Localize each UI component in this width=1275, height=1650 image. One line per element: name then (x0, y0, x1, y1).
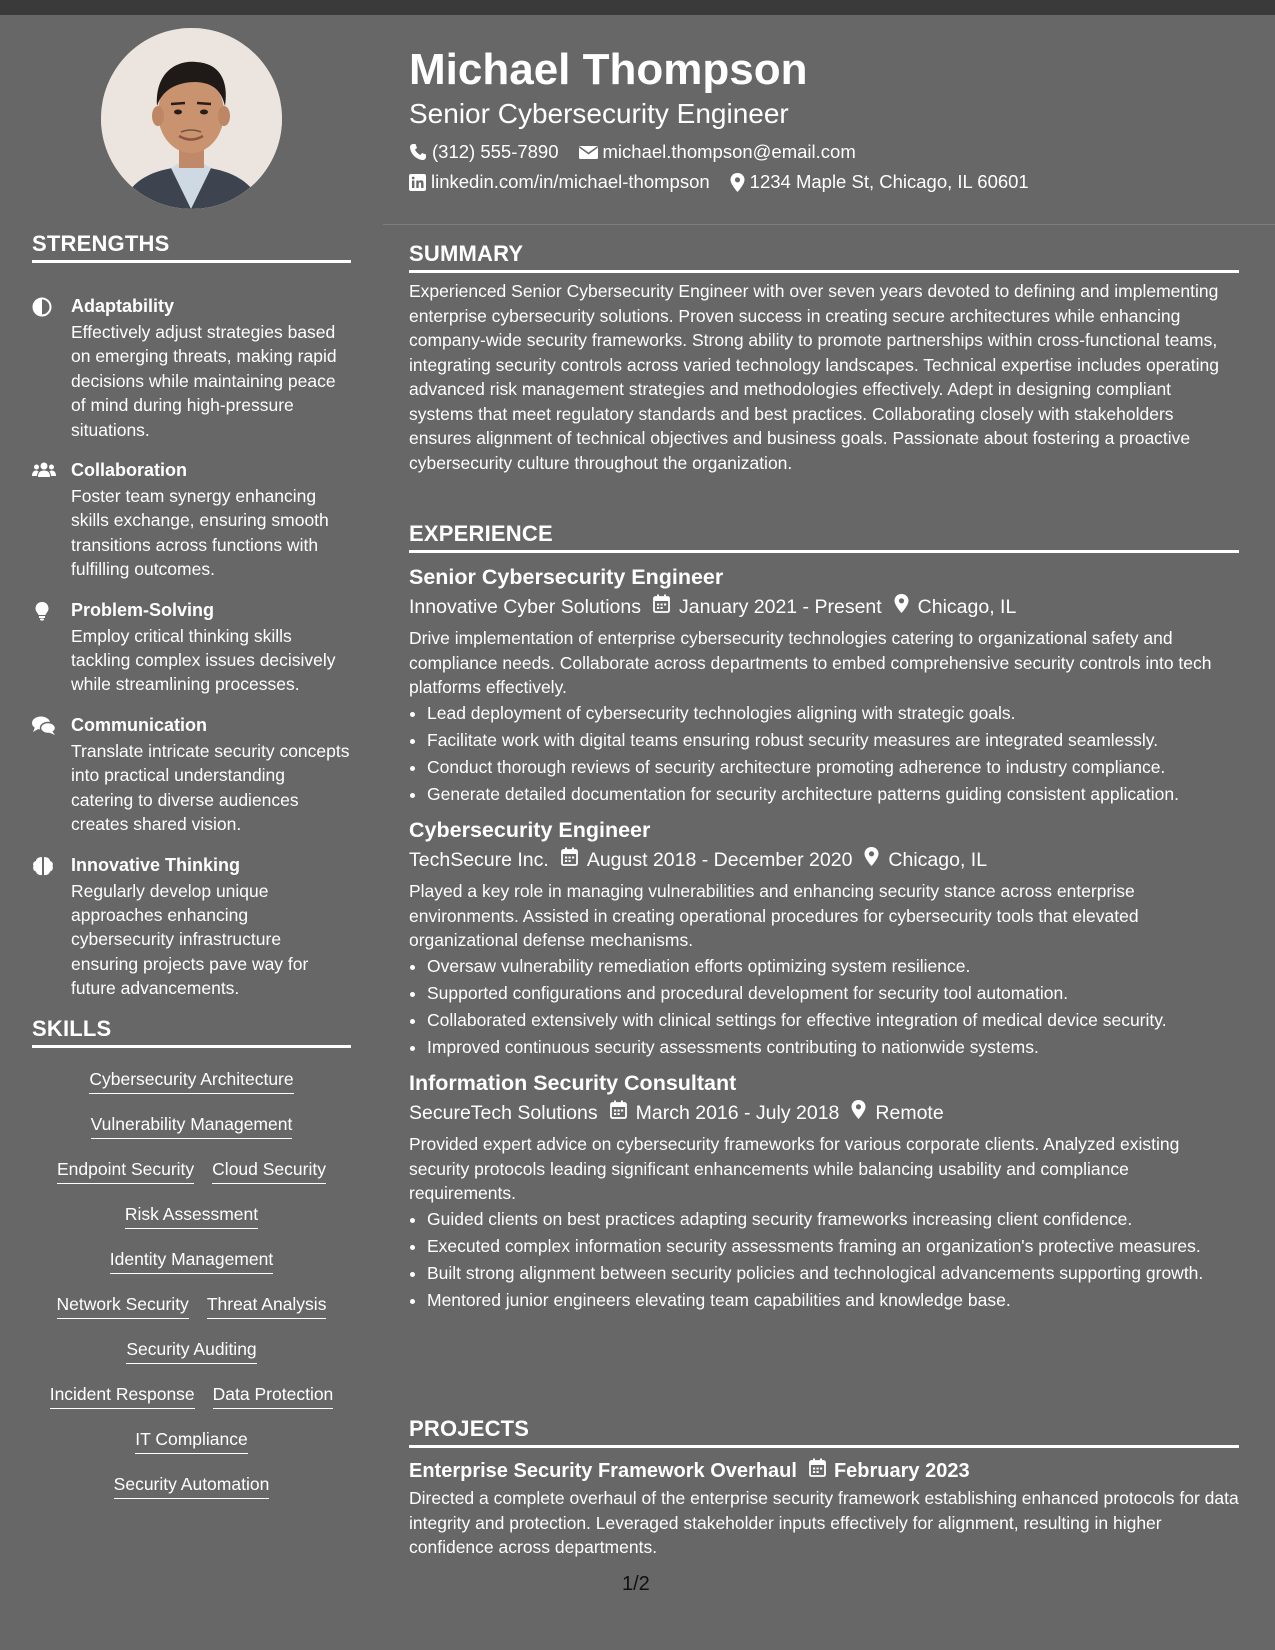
project-title: Enterprise Security Framework Overhaul (409, 1460, 797, 1482)
strengths-heading: STRENGTHS (32, 231, 170, 256)
strength-title: Collaboration (71, 460, 187, 481)
skill-row (32, 1113, 351, 1158)
skill-row (32, 1383, 351, 1428)
projects-heading: PROJECTS (409, 1416, 530, 1441)
project-header (409, 1458, 1239, 1484)
job-meta (409, 847, 1239, 873)
divider (32, 1045, 351, 1048)
divider (409, 270, 1239, 273)
skill-row (32, 1338, 351, 1383)
calendar-icon (809, 1458, 826, 1484)
skill-row (32, 1428, 351, 1473)
lightbulb-icon (32, 601, 54, 621)
job-bullets (409, 1207, 1239, 1313)
bullet-item: • Supported configurations and procedural development for security tool automation. (427, 981, 1239, 1006)
address-text: 1234 Maple St, Chicago, IL 60601 (749, 171, 1029, 192)
map-pin-icon (851, 1100, 866, 1126)
linkedin-text[interactable]: linkedin.com/in/michael-thompson (431, 171, 710, 192)
skill-row (32, 1158, 351, 1203)
skill-tag: Network Security (57, 1293, 189, 1319)
strengths-heading-block (32, 230, 351, 263)
job-entry (409, 563, 1239, 806)
skill-tag: Incident Response (50, 1383, 195, 1409)
envelope-icon (579, 145, 598, 160)
strength-item (32, 854, 351, 1001)
skill-tag: Cybersecurity Architecture (89, 1068, 293, 1094)
skill-row (32, 1203, 351, 1248)
skill-tag: Vulnerability Management (91, 1113, 293, 1139)
job-bullets (409, 954, 1239, 1060)
summary-section (409, 240, 1239, 475)
bullet-item: • Improved continuous security assessments contributing to nationwide systems. (427, 1035, 1239, 1060)
skill-tag: Endpoint Security (57, 1158, 194, 1184)
strength-item (32, 459, 351, 582)
contact-phone (409, 141, 559, 163)
company-name: TechSecure Inc. (409, 849, 549, 871)
strength-item (32, 295, 351, 442)
map-pin-icon (864, 847, 879, 873)
bullet-item: • Conduct thorough reviews of security architecture promoting adherence to industry compliance. (427, 755, 1239, 780)
job-description: Drive implementation of enterprise cybersecurity technologies catering to organizational safety and compliance needs. Collaborate across departments to embed comprehensive security controls into tech platforms effectively. (409, 628, 1212, 697)
job-location (851, 1100, 943, 1126)
job-bullets (409, 701, 1239, 807)
skills-list (32, 1068, 351, 1518)
strength-desc: Regularly develop unique approaches enhancing cybersecurity infrastructure ensuring projects pave way for future advancements. (71, 880, 309, 999)
job-entry (409, 1069, 1239, 1312)
skill-tag: Data Protection (213, 1383, 334, 1409)
job-dates (653, 594, 882, 620)
email-text[interactable]: michael.thompson@email.com (602, 141, 856, 162)
strength-title: Problem-Solving (71, 599, 215, 620)
skill-row (32, 1473, 351, 1518)
skill-tag: Security Automation (114, 1473, 270, 1499)
phone-text: (312) 555-7890 (432, 141, 559, 162)
skill-tag: Threat Analysis (207, 1293, 327, 1319)
contact-linkedin[interactable] (409, 171, 710, 193)
skill-tag: IT Compliance (135, 1428, 248, 1454)
bullet-item: • Built strong alignment between security policies and technological advancements supporting growth. (427, 1261, 1239, 1286)
contact-row (409, 141, 1239, 163)
strength-title: Innovative Thinking (71, 854, 241, 875)
calendar-icon (610, 1100, 627, 1126)
top-bar (0, 0, 1275, 15)
avatar (101, 28, 282, 209)
experience-heading: EXPERIENCE (409, 521, 553, 546)
linkedin-icon (409, 174, 426, 191)
strength-title: Communication (71, 714, 208, 735)
skills-heading: SKILLS (32, 1016, 112, 1041)
job-meta (409, 594, 1239, 620)
summary-heading-block (409, 240, 1239, 273)
strengths-list (32, 295, 351, 1018)
contact-row-2 (409, 171, 1239, 193)
experience-heading-block (409, 520, 1239, 553)
strength-desc: Effectively adjust strategies based on emerging threats, making rapid decisions while maintaining peace of mind during high-pressure situations. (71, 322, 337, 440)
company-name: Innovative Cyber Solutions (409, 596, 641, 618)
job-dates (610, 1100, 840, 1126)
skill-row (32, 1248, 351, 1293)
users-icon (32, 461, 54, 481)
strength-title: Adaptability (71, 296, 175, 316)
bullet-item: • Mentored junior engineers elevating team capabilities and knowledge base. (427, 1288, 1239, 1313)
projects-heading-block (409, 1415, 1239, 1448)
comments-icon (32, 716, 54, 736)
brain-icon (32, 856, 54, 876)
bullet-item: • Generate detailed documentation for security architecture patterns guiding consistent application. (427, 782, 1239, 807)
strength-desc: Translate intricate security concepts into practical understanding catering to diverse audiences creates shared vision. (71, 740, 350, 835)
bullet-item: • Lead deployment of cybersecurity technologies aligning with strategic goals. (427, 701, 1239, 726)
divider (409, 1445, 1239, 1448)
dates-text: March 2016 - July 2018 (635, 1102, 840, 1124)
skill-tag: Cloud Security (212, 1158, 326, 1184)
job-location (864, 847, 987, 873)
page-number: 1/2 (622, 1573, 650, 1595)
header-divider (383, 224, 1275, 225)
project-date-text: February 2023 (833, 1460, 970, 1482)
dates-text: August 2018 - December 2020 (586, 849, 853, 871)
skill-tag: Identity Management (110, 1248, 273, 1274)
bullet-item: • Executed complex information security assessments framing an organization's protective measures. (427, 1234, 1239, 1259)
header (409, 45, 1239, 193)
strength-item (32, 599, 351, 697)
job-title: Information Security Consultant (409, 1071, 737, 1095)
dates-text: January 2021 - Present (678, 596, 882, 618)
contact-address (730, 171, 1029, 193)
project-date (809, 1458, 970, 1484)
map-pin-icon (730, 173, 745, 192)
location-text: Chicago, IL (917, 596, 1017, 618)
calendar-icon (561, 847, 578, 873)
avatar-portrait (101, 28, 282, 209)
job-location (894, 594, 1017, 620)
skill-row (32, 1293, 351, 1338)
projects-section (409, 1415, 1239, 1560)
half-circle-icon (32, 297, 54, 317)
divider (409, 550, 1239, 553)
job-title: Cybersecurity Engineer (409, 818, 651, 842)
bullet-item: • Oversaw vulnerability remediation efforts optimizing system resilience. (427, 954, 1239, 979)
company-name: SecureTech Solutions (409, 1102, 598, 1124)
strength-item (32, 714, 351, 837)
person-name: Michael Thompson (409, 45, 808, 94)
phone-icon (409, 143, 427, 161)
bullet-item: • Facilitate work with digital teams ensuring robust security measures are integrated seamlessly. (427, 728, 1239, 753)
job-title: Senior Cybersecurity Engineer (409, 565, 724, 589)
strength-desc: Foster team synergy enhancing skills exchange, ensuring smooth transitions across functions with fulfilling outcomes. (71, 486, 329, 580)
map-pin-icon (894, 594, 909, 620)
strength-desc: Employ critical thinking skills tackling complex issues decisively while streamlining processes. (71, 625, 336, 695)
job-entry (409, 816, 1239, 1059)
contact-email[interactable] (579, 141, 856, 163)
job-description: Provided expert advice on cybersecurity frameworks for various corporate clients. Analyzed existing security protocols leading significant enhancements while balancing usability and compliance requirements. (409, 1134, 1180, 1203)
location-text: Chicago, IL (888, 849, 988, 871)
location-text: Remote (875, 1102, 944, 1124)
calendar-icon (653, 594, 670, 620)
job-headline: Senior Cybersecurity Engineer (409, 98, 789, 129)
job-description: Played a key role in managing vulnerabilities and enhancing security stance across enterprise environments. Assisted in creating operational procedures for cybersecurity tools that elevated organizational defense mechanisms. (409, 881, 1139, 950)
divider (32, 260, 351, 263)
skill-tag: Risk Assessment (125, 1203, 258, 1229)
skill-row (32, 1068, 351, 1113)
bullet-item: • Guided clients on best practices adapting security frameworks increasing client confidence. (427, 1207, 1239, 1232)
skill-tag: Security Auditing (126, 1338, 256, 1364)
skills-heading-block (32, 1015, 351, 1048)
bullet-item: • Collaborated extensively with clinical settings for effective integration of medical device security. (427, 1008, 1239, 1033)
job-meta (409, 1100, 1239, 1126)
summary-heading: SUMMARY (409, 241, 524, 266)
project-description: Directed a complete overhaul of the enterprise security framework establishing enhanced protocols for data integrity and protection. Leveraged stakeholder inputs effectively for alignment, resulting in higher confidence across departments. (409, 1488, 1239, 1557)
experience-section (409, 520, 1239, 1318)
summary-text: Experienced Senior Cybersecurity Engineer with over seven years devoted to defining and implementing enterprise cybersecurity solutions. Proven success in creating secure architectures while enhancing company-wide security frameworks. Strong ability to promote partnerships within cross-functional teams, integrating security controls across varied technology landscapes. Technical expertise includes operating advanced risk management strategies and methodologies effectively. Adept in designing compliant systems that meet regulatory standards and best practices. Collaborating closely with stakeholders ensures alignment of technical objectives and business goals. Passionate about fostering a proactive cybersecurity culture throughout the organization. (409, 281, 1219, 473)
job-dates (561, 847, 853, 873)
